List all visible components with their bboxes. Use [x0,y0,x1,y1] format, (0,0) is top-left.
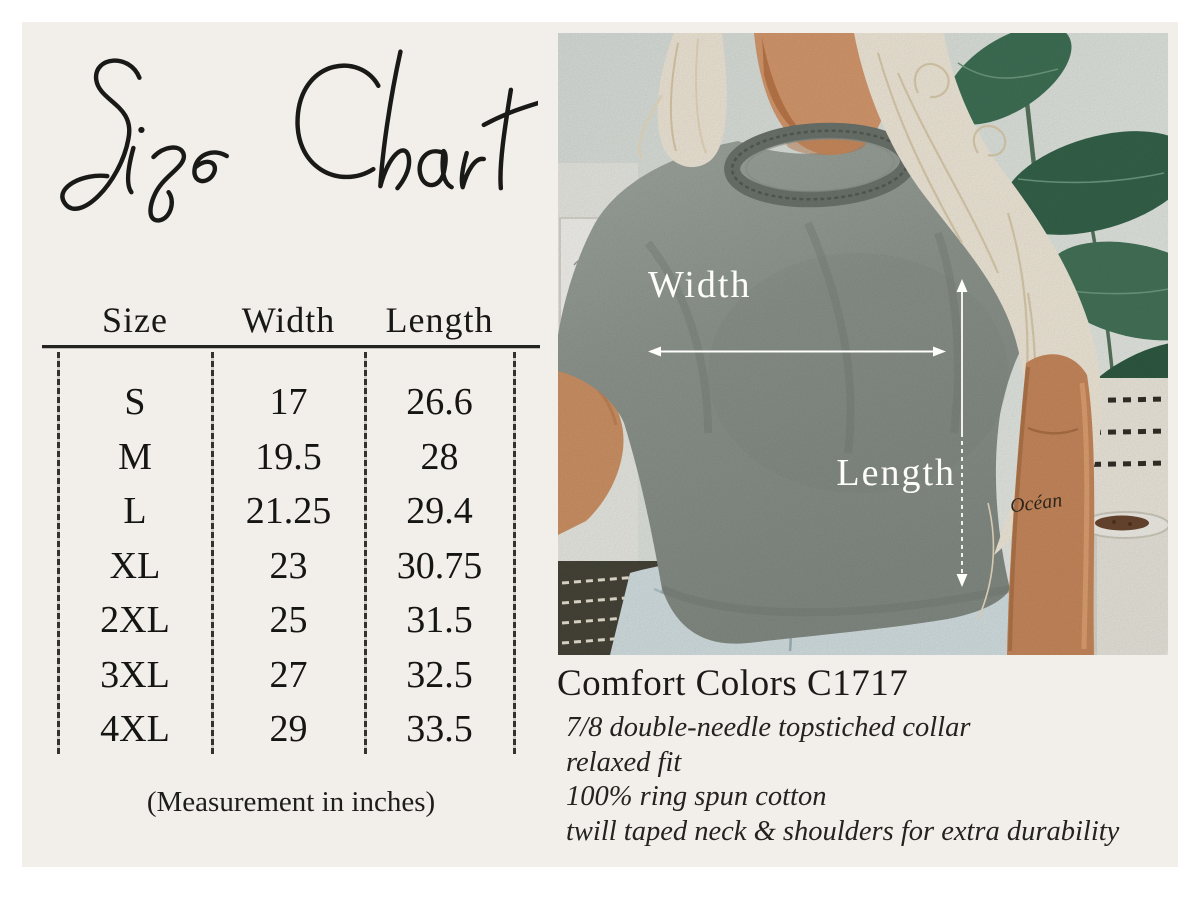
length-value: 33.5 [406,708,473,750]
width-label: Width [648,264,752,306]
photo-grain-overlay [558,33,1168,655]
length-value: 30.75 [396,544,483,587]
feature-item: 100% ring spun cotton [566,781,827,812]
length-value: 31.5 [406,599,473,641]
size-value: 2XL [100,599,170,641]
table-header-rule [42,345,540,348]
size-value: XL [109,544,161,587]
length-value: 32.5 [406,653,473,696]
size-value: L [123,490,147,532]
table-row [42,648,540,703]
table-row [42,375,540,430]
width-value: 17 [269,381,308,423]
width-value: 23 [269,544,308,587]
column-header-size: Size [102,300,168,340]
table-row [42,539,540,594]
width-value: 25 [269,599,308,641]
length-value: 26.6 [406,381,473,423]
table-rows [42,375,540,757]
size-chart-script-title [36,44,538,246]
size-value: S [124,381,146,423]
product-name: Comfort Colors C1717 [557,663,909,704]
product-features [566,711,1119,849]
length-value: 28 [420,435,459,478]
feature-item: relaxed fit [566,746,682,778]
table-row [42,702,540,757]
arm-tattoo-text: Océan [1008,489,1064,518]
model-photo [558,33,1168,655]
feature-item: 7/8 double-needle topstiched collar [566,712,971,743]
column-header-length: Length [385,300,494,340]
table-row [42,430,540,485]
width-value: 27 [269,653,308,696]
size-value: 4XL [100,708,170,750]
measurement-note: (Measurement in inches) [146,786,436,818]
model-photo-svg [558,33,1168,655]
table-row [42,484,540,539]
script-title-svg [36,44,538,246]
width-value: 21.25 [245,490,332,532]
feature-item: twill taped neck & shoulders for extra durability [566,815,1120,847]
column-header-width: Width [241,300,336,340]
size-value: M [118,435,152,478]
width-value: 29 [269,708,308,750]
size-table [42,296,540,766]
table-row [42,593,540,648]
width-value: 19.5 [255,435,322,478]
size-value: 3XL [100,653,170,696]
length-value: 29.4 [406,490,473,532]
length-label: Length [836,452,956,494]
